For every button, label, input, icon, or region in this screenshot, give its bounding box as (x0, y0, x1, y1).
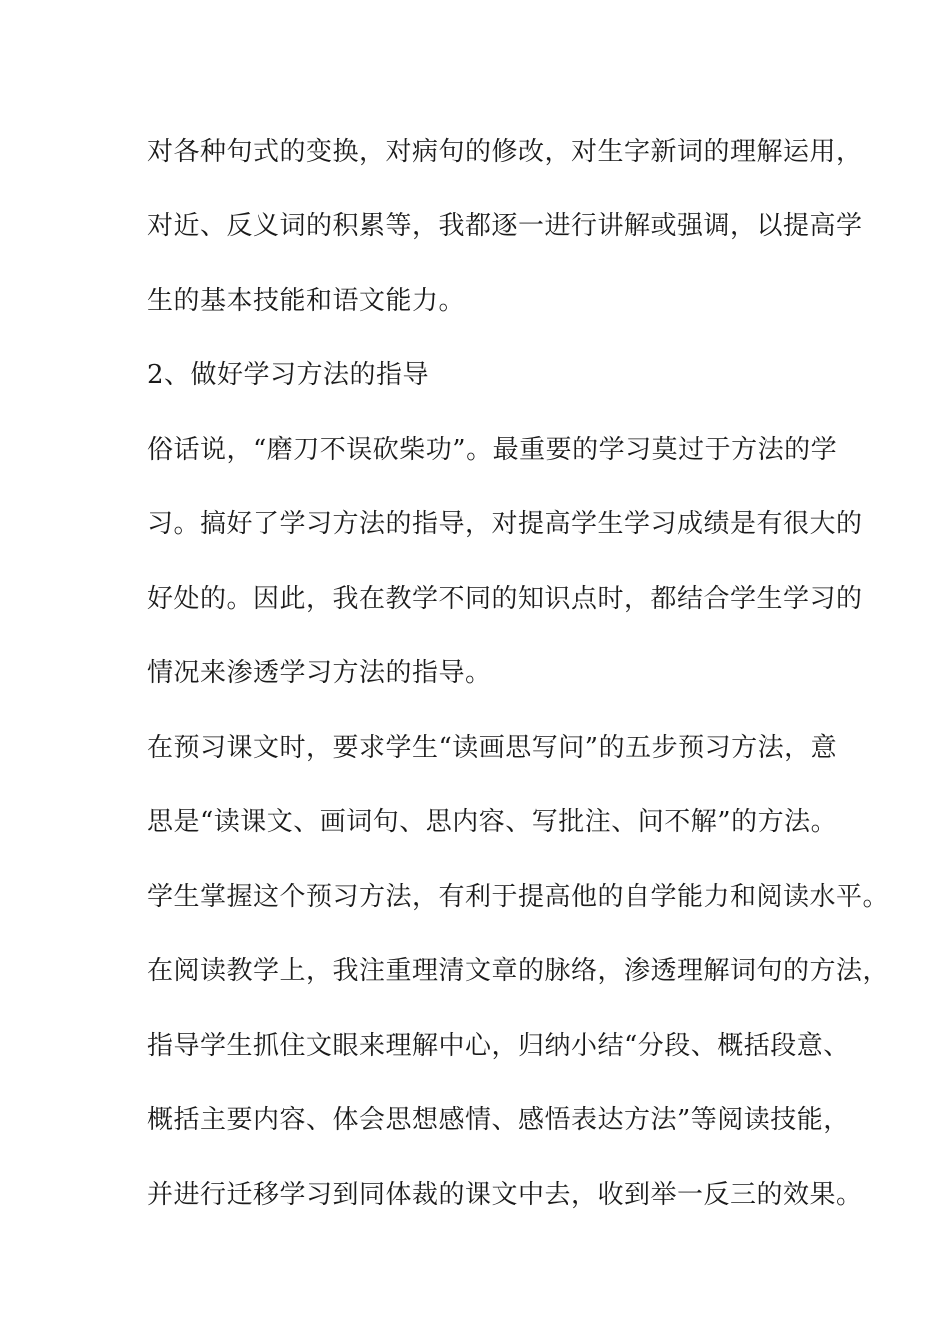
text-line: 对近、反义词的积累等，我都逐一进行讲解或强调，以提高学 (147, 211, 863, 241)
text-line: 在预习课文时，要求学生“读画思写问”的五步预习方法，意 (147, 733, 838, 763)
text-line: 习。搞好了学习方法的指导，对提高学生学习成绩是有很大的 (147, 509, 863, 539)
text-line: 学生掌握这个预习方法，有利于提高他的自学能力和阅读水平。 (147, 882, 890, 912)
text-line: 并进行迁移学习到同体裁的课文中去，收到举一反三的效果。 (147, 1180, 863, 1210)
text-line: 好处的。因此，我在教学不同的知识点时，都结合学生学习的 (147, 584, 863, 614)
text-line: 概括主要内容、体会思想感情、感悟表达方法”等阅读技能， (147, 1105, 850, 1135)
text-line: 情况来渗透学习方法的指导。 (147, 658, 492, 688)
text-line: 对各种句式的变换，对病句的修改，对生字新词的理解运用， (147, 137, 863, 167)
text-line: 生的基本技能和语文能力。 (147, 286, 466, 316)
section-heading: 2、做好学习方法的指导 (147, 360, 430, 390)
text-line: 思是“读课文、画词句、思内容、写批注、问不解”的方法。 (147, 807, 838, 837)
text-line: 在阅读教学上，我注重理清文章的脉络，渗透理解词句的方法， (147, 956, 890, 986)
text-line: 指导学生抓住文眼来理解中心，归纳小结“分段、概括段意、 (147, 1031, 850, 1061)
text-line: 俗话说，“磨刀不误砍柴功”。最重要的学习莫过于方法的学 (147, 435, 838, 465)
